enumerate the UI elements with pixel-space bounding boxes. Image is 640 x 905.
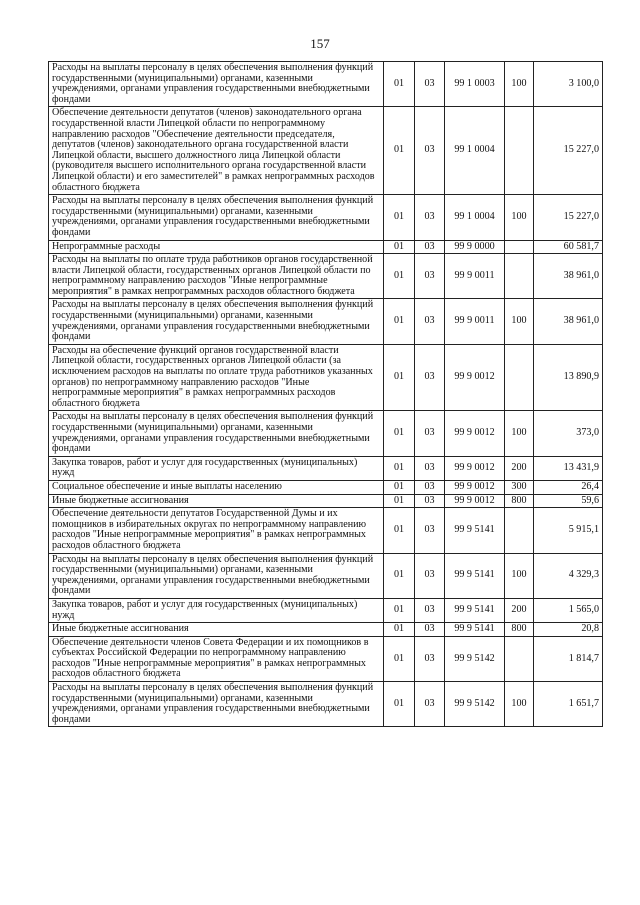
table-row: [49, 107, 603, 195]
expense-type-code: 100: [505, 195, 534, 240]
section-code: 01: [384, 598, 415, 622]
subsection-code: 03: [415, 456, 445, 480]
subsection-code: 03: [415, 553, 445, 598]
section-code: 01: [384, 107, 415, 195]
subsection-code: 03: [415, 480, 445, 494]
target-article-code: 99 9 0000: [445, 240, 505, 254]
subsection-code: 03: [415, 598, 445, 622]
section-code: 01: [384, 623, 415, 637]
target-article-code: 99 9 5141: [445, 553, 505, 598]
section-code: 01: [384, 494, 415, 508]
target-article-code: 99 9 5141: [445, 508, 505, 553]
expense-type-code: [505, 344, 534, 411]
target-article-code: 99 1 0004: [445, 107, 505, 195]
table-row: [49, 623, 603, 637]
target-article-code: 99 9 0012: [445, 480, 505, 494]
table-row: [49, 494, 603, 508]
section-code: 01: [384, 240, 415, 254]
amount: 15 227,0: [534, 107, 603, 195]
amount: 38 961,0: [534, 299, 603, 344]
section-code: 01: [384, 480, 415, 494]
expense-type-code: 100: [505, 411, 534, 456]
expense-description: Иные бюджетные ассигнования: [49, 623, 384, 637]
section-code: 01: [384, 682, 415, 727]
subsection-code: 03: [415, 682, 445, 727]
table-row: [49, 254, 603, 299]
target-article-code: 99 9 0011: [445, 299, 505, 344]
section-code: 01: [384, 344, 415, 411]
table-row: [49, 508, 603, 553]
table-row: [49, 344, 603, 411]
target-article-code: 99 9 0012: [445, 456, 505, 480]
subsection-code: 03: [415, 344, 445, 411]
target-article-code: 99 9 0012: [445, 344, 505, 411]
amount: 13 890,9: [534, 344, 603, 411]
subsection-code: 03: [415, 254, 445, 299]
subsection-code: 03: [415, 62, 445, 107]
expense-description: Обеспечение деятельности членов Совета Федерации и их помощников в субъектах Российской Федерации по непрограммному направлению расходов "Иные непрограммные мероприятия" в рамках непрограммных расходов областного бюджета: [49, 636, 384, 681]
subsection-code: 03: [415, 195, 445, 240]
expense-description: Расходы на выплаты персоналу в целях обеспечения выполнения функций государственными (муниципальными) органами, казенными учреждениями, органами управления государственными внебюджетными фондами: [49, 553, 384, 598]
expense-type-code: 100: [505, 299, 534, 344]
section-code: 01: [384, 195, 415, 240]
budget-table-body: [49, 62, 603, 727]
table-row: [49, 598, 603, 622]
table-row: [49, 240, 603, 254]
subsection-code: 03: [415, 636, 445, 681]
amount: 5 915,1: [534, 508, 603, 553]
subsection-code: 03: [415, 411, 445, 456]
amount: 1 814,7: [534, 636, 603, 681]
expense-type-code: [505, 636, 534, 681]
target-article-code: 99 9 5141: [445, 598, 505, 622]
expense-type-code: 100: [505, 553, 534, 598]
expense-type-code: 100: [505, 682, 534, 727]
expense-description: Непрограммные расходы: [49, 240, 384, 254]
target-article-code: 99 9 0011: [445, 254, 505, 299]
section-code: 01: [384, 299, 415, 344]
subsection-code: 03: [415, 299, 445, 344]
amount: 13 431,9: [534, 456, 603, 480]
expense-type-code: 300: [505, 480, 534, 494]
page-number: 157: [310, 36, 330, 51]
expense-description: Расходы на выплаты персоналу в целях обеспечения выполнения функций государственными (муниципальными) органами, казенными учреждениями, органами управления государственными внебюджетными фондами: [49, 411, 384, 456]
target-article-code: 99 9 0012: [445, 411, 505, 456]
expense-type-code: 200: [505, 598, 534, 622]
amount: 373,0: [534, 411, 603, 456]
amount: 15 227,0: [534, 195, 603, 240]
expense-description: Расходы на выплаты персоналу в целях обеспечения выполнения функций государственными (муниципальными) органами, казенными учреждениями, органами управления государственными внебюджетными фондами: [49, 62, 384, 107]
expense-description: Расходы на обеспечение функций органов государственной власти Липецкой области, государственных органов Липецкой области (за исключением расходов на выплаты по оплате труда работников указанных органов) по непрограммному направлению расходов "Иные непрограммные мероприятия" в рамках непрограммных расходов областного бюджета: [49, 344, 384, 411]
expense-type-code: [505, 240, 534, 254]
table-row: [49, 480, 603, 494]
target-article-code: 99 9 0012: [445, 494, 505, 508]
target-article-code: 99 9 5142: [445, 682, 505, 727]
expense-description: Социальное обеспечение и иные выплаты населению: [49, 480, 384, 494]
amount: 59,6: [534, 494, 603, 508]
section-code: 01: [384, 553, 415, 598]
table-row: [49, 195, 603, 240]
section-code: 01: [384, 62, 415, 107]
expense-description: Закупка товаров, работ и услуг для государственных (муниципальных) нужд: [49, 598, 384, 622]
amount: 26,4: [534, 480, 603, 494]
expense-description: Иные бюджетные ассигнования: [49, 494, 384, 508]
expense-type-code: 800: [505, 623, 534, 637]
table-row: [49, 456, 603, 480]
budget-table: [48, 61, 603, 727]
expense-type-code: 100: [505, 62, 534, 107]
expense-type-code: [505, 254, 534, 299]
amount: 60 581,7: [534, 240, 603, 254]
expense-description: Обеспечение деятельности депутатов Государственной Думы и их помощников в избирательных округах по непрограммному направлению расходов "Иные непрограммные мероприятия" в рамках непрограммных расходов областного бюджета: [49, 508, 384, 553]
section-code: 01: [384, 254, 415, 299]
amount: 38 961,0: [534, 254, 603, 299]
expense-type-code: [505, 508, 534, 553]
amount: 3 100,0: [534, 62, 603, 107]
table-row: [49, 299, 603, 344]
table-row: [49, 411, 603, 456]
subsection-code: 03: [415, 623, 445, 637]
table-row: [49, 682, 603, 727]
expense-description: Расходы на выплаты персоналу в целях обеспечения выполнения функций государственными (муниципальными) органами, казенными учреждениями, органами управления государственными внебюджетными фондами: [49, 299, 384, 344]
section-code: 01: [384, 636, 415, 681]
section-code: 01: [384, 411, 415, 456]
section-code: 01: [384, 456, 415, 480]
target-article-code: 99 1 0003: [445, 62, 505, 107]
amount: 20,8: [534, 623, 603, 637]
expense-type-code: [505, 107, 534, 195]
amount: 1 565,0: [534, 598, 603, 622]
section-code: 01: [384, 508, 415, 553]
table-row: [49, 553, 603, 598]
target-article-code: 99 1 0004: [445, 195, 505, 240]
expense-description: Расходы на выплаты персоналу в целях обеспечения выполнения функций государственными (муниципальными) органами, казенными учреждениями, органами управления государственными внебюджетными фондами: [49, 682, 384, 727]
expense-description: Расходы на выплаты персоналу в целях обеспечения выполнения функций государственными (муниципальными) органами, казенными учреждениями, органами управления государственными внебюджетными фондами: [49, 195, 384, 240]
table-row: [49, 62, 603, 107]
target-article-code: 99 9 5142: [445, 636, 505, 681]
expense-description: Расходы на выплаты по оплате труда работников органов государственной власти Липецкой области, государственных органов Липецкой области по непрограммному направлению расходов "Иные непрограммные мероприятия" в рамках непрограммных расходов областного бюджета: [49, 254, 384, 299]
subsection-code: 03: [415, 508, 445, 553]
expense-type-code: 200: [505, 456, 534, 480]
amount: 1 651,7: [534, 682, 603, 727]
expense-description: Закупка товаров, работ и услуг для государственных (муниципальных) нужд: [49, 456, 384, 480]
expense-type-code: 800: [505, 494, 534, 508]
amount: 4 329,3: [534, 553, 603, 598]
target-article-code: 99 9 5141: [445, 623, 505, 637]
subsection-code: 03: [415, 240, 445, 254]
subsection-code: 03: [415, 494, 445, 508]
expense-description: Обеспечение деятельности депутатов (членов) законодательного органа государственной власти Липецкой области по непрограммному направлению расходов "Обеспечение деятельности председателя, депутатов (членов) законодательного органа государственной власти Липецкой области, высшего должностного лица Липецкой области (руководителя высшего исполнительного органа государственной власти Липецкой области) и его заместителей" в рамках непрограммных расходов областного бюджета: [49, 107, 384, 195]
table-row: [49, 636, 603, 681]
subsection-code: 03: [415, 107, 445, 195]
